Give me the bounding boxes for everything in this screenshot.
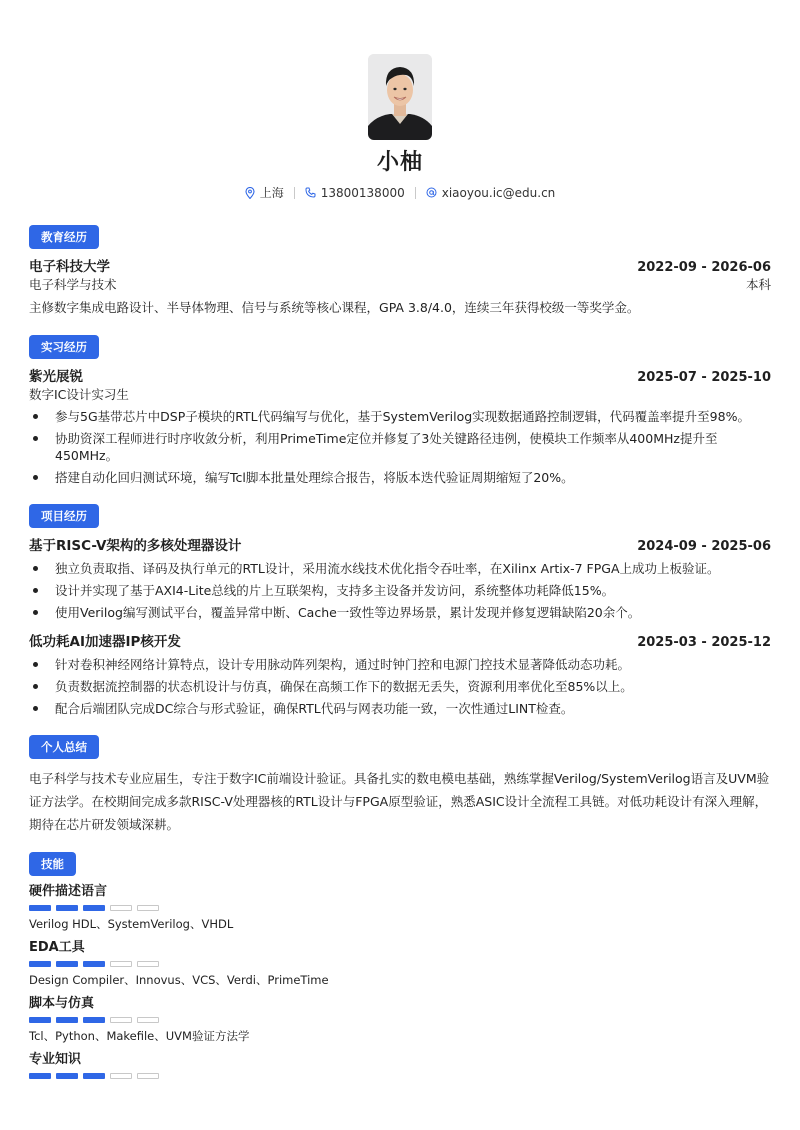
phone-icon bbox=[305, 187, 316, 198]
skill-level-segment-empty bbox=[110, 1073, 132, 1079]
skill-level-segment-filled bbox=[56, 1017, 78, 1023]
list-item: 参与5G基带芯片中DSP子模块的RTL代码编写与优化，基于SystemVerilog实现数据通路控制逻辑，代码覆盖率提升至98%。 bbox=[29, 408, 771, 425]
skill-item bbox=[29, 940, 771, 988]
projects-heading: 项目经历 bbox=[29, 504, 99, 528]
at-sign-icon bbox=[426, 187, 437, 198]
project-title: 基于RISC-V架构的多核处理器设计 bbox=[29, 538, 242, 554]
skill-level-segment-filled bbox=[83, 1017, 105, 1023]
skill-level-segment-empty bbox=[137, 961, 159, 967]
internship-dates: 2025-07 - 2025-10 bbox=[637, 370, 771, 385]
skill-item bbox=[29, 996, 771, 1044]
project-bullets bbox=[29, 656, 771, 717]
avatar-photo bbox=[368, 54, 432, 140]
list-item: 独立负责取指、译码及执行单元的RTL设计，采用流水线技术优化指令吞吐率，在Xilinx Artix-7 FPGA上成功上板验证。 bbox=[29, 560, 771, 577]
skill-level-segment-empty bbox=[137, 905, 159, 911]
skill-level-segment-filled bbox=[56, 905, 78, 911]
list-item: 配合后端团队完成DC综合与形式验证，确保RTL代码与网表功能一致，一次性通过LINT检查。 bbox=[29, 700, 771, 717]
skill-level-bar bbox=[29, 961, 771, 967]
list-item: 针对卷积神经网络计算特点，设计专用脉动阵列架构，通过时钟门控和电源门控技术显著降低动态功耗。 bbox=[29, 656, 771, 673]
summary-heading: 个人总结 bbox=[29, 735, 99, 759]
skill-item bbox=[29, 1052, 771, 1079]
skill-level-segment-empty bbox=[110, 961, 132, 967]
skill-level-segment-empty bbox=[137, 1017, 159, 1023]
project-title-row bbox=[29, 538, 771, 555]
company-name: 紫光展锐 bbox=[29, 369, 83, 385]
major: 电子科学与技术 bbox=[29, 277, 117, 292]
school-name: 电子科技大学 bbox=[29, 259, 110, 275]
email-text[interactable]: xiaoyou.ic@edu.cn bbox=[441, 185, 556, 200]
internship-role: 数字IC设计实习生 bbox=[29, 387, 129, 402]
skill-level-segment-filled bbox=[29, 961, 51, 967]
skill-name: EDA工具 bbox=[29, 940, 85, 955]
project-bullets bbox=[29, 560, 771, 621]
list-item: 负责数据流控制器的状态机设计与仿真，确保在高频工作下的数据无丢失，资源利用率优化至85%以上。 bbox=[29, 678, 771, 695]
skill-item bbox=[29, 884, 771, 932]
skill-name: 硬件描述语言 bbox=[29, 884, 108, 899]
skill-level-bar bbox=[29, 1017, 771, 1023]
skill-level-segment-empty bbox=[110, 905, 132, 911]
contact-phone bbox=[295, 186, 415, 200]
project-entry bbox=[29, 538, 771, 621]
summary-text: 电子科学与技术专业应届生，专注于数字IC前端设计验证。具备扎实的数电模电基础，熟练掌握Verilog/SystemVerilog语言及UVM验证方法学。在校期间完成多款RISC-V处理器核的RTL设计与FPGA原型验证，熟悉ASIC设计全流程工具链。对低功耗设计有深入理解，期待在芯片研发领域深耕。 bbox=[29, 771, 770, 832]
education-section bbox=[29, 225, 771, 317]
list-item: 协助资深工程师进行时序收敛分析，利用PrimeTime定位并修复了3处关键路径违例，使模块工作频率从400MHz提升至450MHz。 bbox=[29, 430, 771, 464]
summary-section bbox=[29, 735, 771, 836]
candidate-name: 小柚 bbox=[376, 150, 423, 175]
project-entry bbox=[29, 634, 771, 717]
internship-entry bbox=[29, 369, 771, 486]
skill-detail: Tcl、Python、Makefile、UVM验证方法学 bbox=[29, 1029, 250, 1043]
education-dates: 2022-09 - 2026-06 bbox=[637, 260, 771, 275]
skills-heading: 技能 bbox=[29, 852, 76, 876]
skill-level-segment-empty bbox=[110, 1017, 132, 1023]
education-title-row bbox=[29, 259, 771, 276]
projects-section bbox=[29, 504, 771, 717]
skill-detail: Verilog HDL、SystemVerilog、VHDL bbox=[29, 917, 234, 931]
education-sub-row bbox=[29, 276, 771, 293]
skill-level-segment-filled bbox=[29, 1073, 51, 1079]
contact-line bbox=[29, 184, 771, 201]
list-item: 使用Verilog编写测试平台，覆盖异常中断、Cache一致性等边界场景，累计发现并修复逻辑缺陷20余个。 bbox=[29, 604, 771, 621]
skills-section bbox=[29, 852, 771, 1079]
skills-list bbox=[29, 884, 771, 1079]
degree: 本科 bbox=[745, 277, 771, 292]
skill-level-segment-filled bbox=[56, 1073, 78, 1079]
internship-section bbox=[29, 335, 771, 486]
location-pin-icon bbox=[245, 187, 255, 199]
skill-level-segment-empty bbox=[137, 1073, 159, 1079]
education-description: 主修数字集成电路设计、半导体物理、信号与系统等核心课程，GPA 3.8/4.0，连续三年获得校级一等奖学金。 bbox=[29, 300, 640, 315]
internship-bullets bbox=[29, 408, 771, 486]
internship-title-row bbox=[29, 369, 771, 386]
project-dates: 2025-03 - 2025-12 bbox=[637, 635, 771, 650]
avatar bbox=[368, 54, 432, 140]
resume-header bbox=[29, 54, 771, 201]
skill-level-segment-filled bbox=[83, 1073, 105, 1079]
skill-level-segment-filled bbox=[29, 905, 51, 911]
contact-email[interactable] bbox=[416, 186, 566, 200]
skill-name: 专业知识 bbox=[29, 1052, 82, 1067]
list-item: 设计并实现了基于AXI4-Lite总线的片上互联架构，支持多主设备并发访问，系统整体功耗降低15%。 bbox=[29, 582, 771, 599]
contact-location bbox=[235, 184, 294, 201]
skill-level-segment-filled bbox=[29, 1017, 51, 1023]
skill-level-segment-filled bbox=[83, 961, 105, 967]
skill-level-bar bbox=[29, 1073, 771, 1079]
skill-level-segment-filled bbox=[83, 905, 105, 911]
skill-detail: Design Compiler、Innovus、VCS、Verdi、PrimeTime bbox=[29, 973, 329, 987]
education-heading: 教育经历 bbox=[29, 225, 99, 249]
project-title: 低功耗AI加速器IP核开发 bbox=[29, 634, 181, 650]
project-title-row bbox=[29, 634, 771, 651]
phone-text: 13800138000 bbox=[320, 185, 405, 200]
internship-heading: 实习经历 bbox=[29, 335, 99, 359]
list-item: 搭建自动化回归测试环境，编写Tcl脚本批量处理综合报告，将版本迭代验证周期缩短了20%。 bbox=[29, 469, 771, 486]
education-entry bbox=[29, 259, 771, 317]
skill-name: 脚本与仿真 bbox=[29, 996, 95, 1011]
skill-level-bar bbox=[29, 905, 771, 911]
location-text: 上海 bbox=[259, 186, 284, 200]
project-dates: 2024-09 - 2025-06 bbox=[637, 539, 771, 554]
skill-level-segment-filled bbox=[56, 961, 78, 967]
